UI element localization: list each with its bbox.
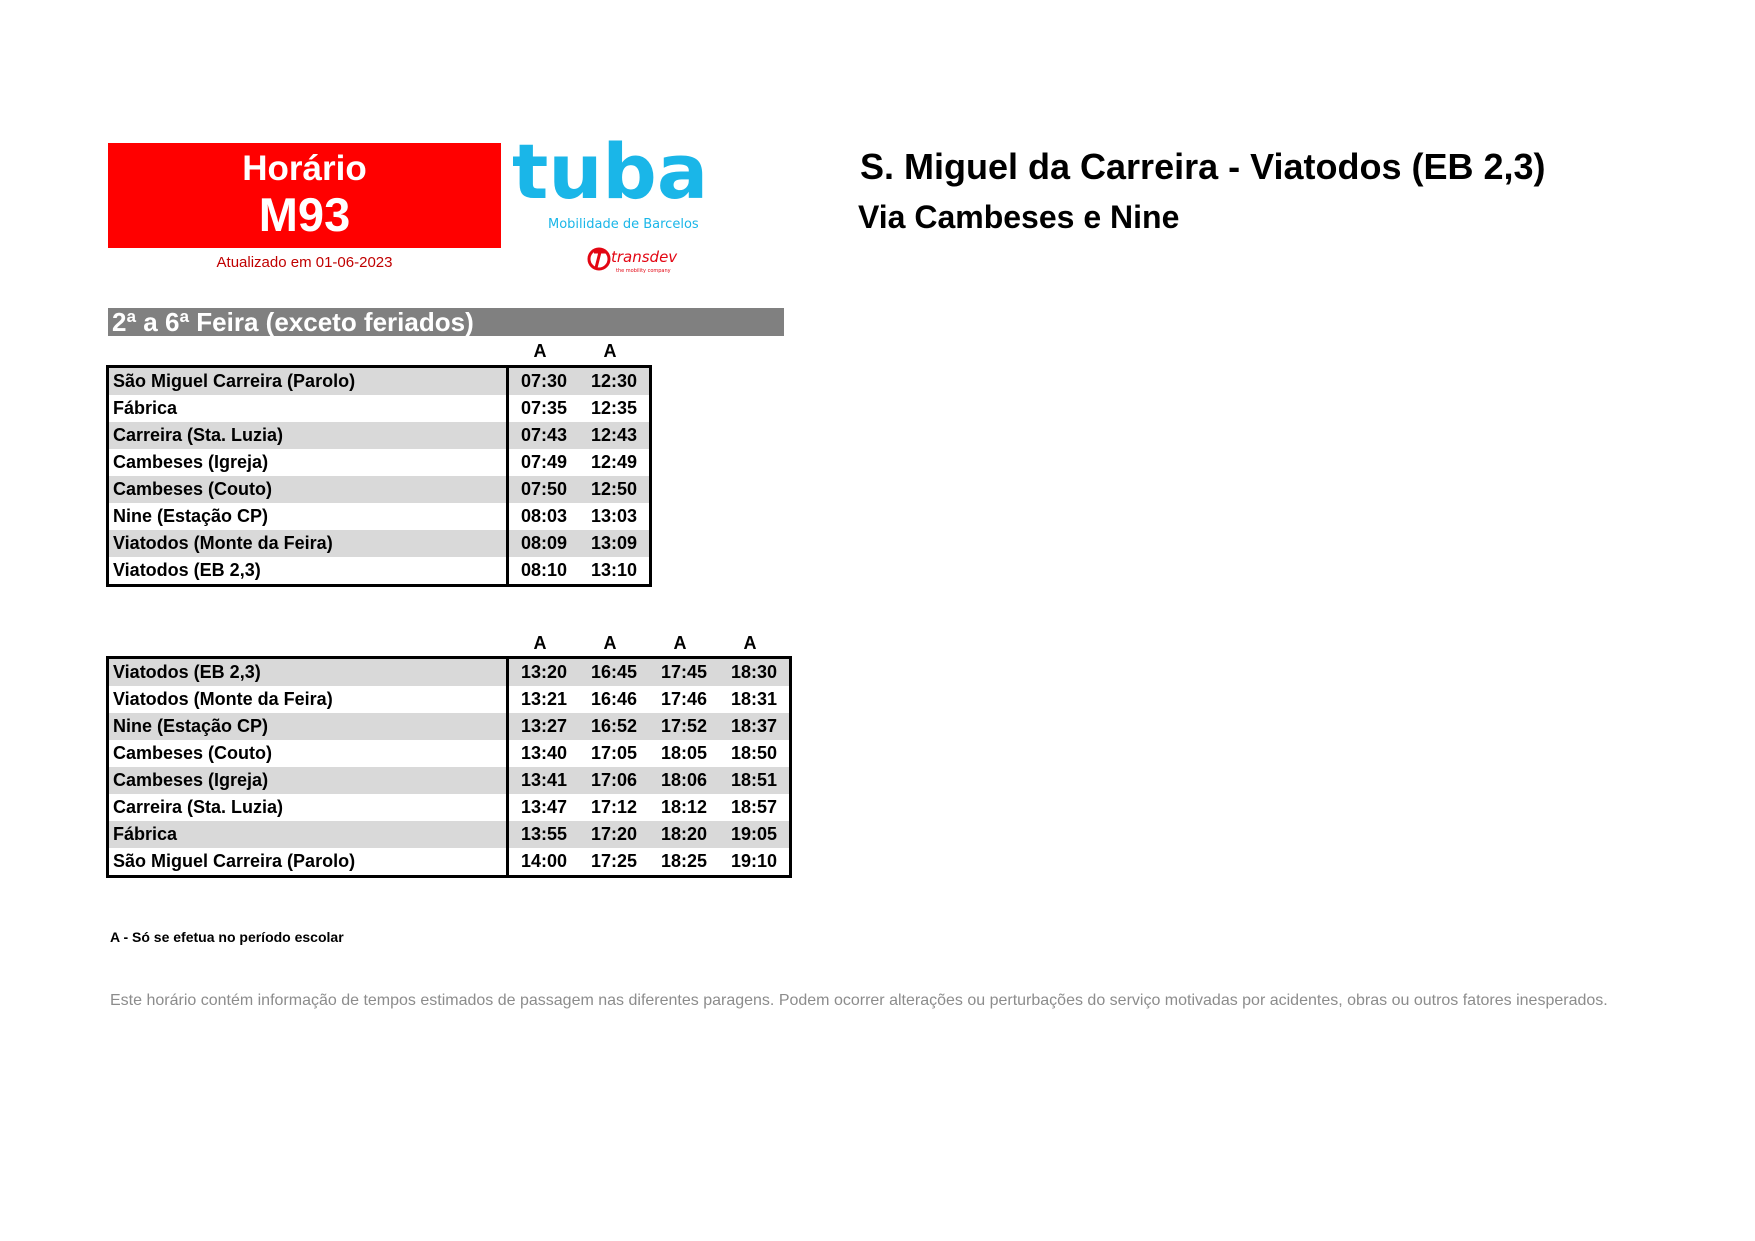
departure-time: 13:27 bbox=[508, 713, 580, 740]
departure-time: 17:06 bbox=[579, 767, 649, 794]
departure-time: 19:05 bbox=[719, 821, 791, 848]
section-banner: 2ª a 6ª Feira (exceto feriados) bbox=[108, 308, 784, 336]
departure-time: 16:52 bbox=[579, 713, 649, 740]
disclaimer: Este horário contém informação de tempos estimados de passagem nas diferentes paragens. Podem ocorrer alterações ou perturbações do serviço motivadas por acidentes, obras ou outros fatores inesperados. bbox=[110, 992, 1608, 1009]
route-number: M93 bbox=[258, 188, 351, 241]
departure-time: 18:25 bbox=[660, 851, 708, 871]
stop-name: Viatodos (Monte da Feira) bbox=[108, 530, 508, 557]
table-row bbox=[108, 557, 651, 586]
stop-name: Cambeses (Igreja) bbox=[108, 449, 508, 476]
timetable-return bbox=[106, 656, 792, 878]
updated-date: Atualizado em 01-06-2023 bbox=[216, 254, 393, 271]
table-row bbox=[108, 395, 651, 422]
departure-time: 08:09 bbox=[508, 530, 580, 557]
departure-time: 17:20 bbox=[579, 821, 649, 848]
table-row bbox=[108, 794, 791, 821]
departure-time: 12:35 bbox=[590, 398, 638, 418]
departure-time: 16:46 bbox=[590, 689, 638, 709]
departure-time: 12:30 bbox=[579, 367, 651, 396]
table-row bbox=[108, 686, 791, 713]
table1-headers bbox=[0, 341, 700, 365]
stop-name: Nine (Estação CP) bbox=[108, 713, 508, 740]
departure-time: 14:00 bbox=[520, 851, 568, 871]
departure-time: 18:30 bbox=[719, 658, 791, 687]
route-header-box bbox=[108, 143, 501, 248]
route-via: Via Cambeses e Nine bbox=[858, 199, 1180, 235]
departure-time: 13:10 bbox=[590, 560, 638, 580]
column-header: A bbox=[533, 633, 547, 653]
stop-name: São Miguel Carreira (Parolo) bbox=[108, 848, 508, 877]
departure-time: 07:50 bbox=[508, 476, 580, 503]
table-row bbox=[108, 503, 651, 530]
departure-time: 17:25 bbox=[590, 851, 638, 871]
departure-time: 18:57 bbox=[730, 797, 778, 817]
departure-time: 18:37 bbox=[719, 713, 791, 740]
table-row bbox=[108, 658, 791, 687]
stop-name: Viatodos (EB 2,3) bbox=[108, 557, 508, 586]
departure-time: 07:49 bbox=[520, 452, 568, 472]
table-row bbox=[108, 367, 651, 396]
timetable-outbound bbox=[106, 365, 652, 587]
departure-time: 13:09 bbox=[579, 530, 651, 557]
departure-time: 13:40 bbox=[520, 743, 568, 763]
table-row bbox=[108, 449, 651, 476]
departure-time: 12:43 bbox=[579, 422, 651, 449]
departure-time: 08:10 bbox=[520, 560, 568, 580]
departure-time: 13:03 bbox=[590, 506, 638, 526]
table-row bbox=[108, 848, 791, 877]
stop-name: Viatodos (Monte da Feira) bbox=[108, 686, 508, 713]
departure-time: 17:46 bbox=[660, 689, 708, 709]
departure-time: 18:51 bbox=[719, 767, 791, 794]
departure-time: 07:43 bbox=[508, 422, 580, 449]
table-row bbox=[108, 740, 791, 767]
departure-time: 13:47 bbox=[520, 797, 568, 817]
departure-time: 17:52 bbox=[649, 713, 719, 740]
departure-time: 18:20 bbox=[649, 821, 719, 848]
departure-time: 12:49 bbox=[590, 452, 638, 472]
column-header: A bbox=[533, 341, 547, 361]
table-row bbox=[108, 767, 791, 794]
departure-time: 13:55 bbox=[508, 821, 580, 848]
table-row bbox=[108, 821, 791, 848]
brand-subtitle: Mobilidade de Barcelos bbox=[548, 217, 699, 232]
departure-time: 17:12 bbox=[590, 797, 638, 817]
stop-name: Viatodos (EB 2,3) bbox=[108, 658, 508, 687]
column-header: A bbox=[743, 633, 757, 653]
departure-time: 16:45 bbox=[579, 658, 649, 687]
departure-time: 13:41 bbox=[508, 767, 580, 794]
route-title: S. Miguel da Carreira - Viatodos (EB 2,3) bbox=[860, 146, 1546, 187]
footnote: A - Só se efetua no período escolar bbox=[110, 929, 344, 945]
stop-name: Fábrica bbox=[108, 821, 508, 848]
table2-headers bbox=[0, 633, 800, 657]
departure-time: 08:03 bbox=[520, 506, 568, 526]
operator-subtitle: the mobility company bbox=[616, 268, 671, 274]
stop-name: Cambeses (Couto) bbox=[108, 476, 508, 503]
departure-time: 07:35 bbox=[520, 398, 568, 418]
operator-wordmark: transdev bbox=[611, 248, 678, 266]
brand-wordmark: tuba bbox=[512, 138, 709, 216]
departure-time: 07:30 bbox=[508, 367, 580, 396]
departure-time: 18:05 bbox=[660, 743, 708, 763]
stop-name: Cambeses (Couto) bbox=[108, 740, 508, 767]
stop-name: Nine (Estação CP) bbox=[108, 503, 508, 530]
table-row bbox=[108, 476, 651, 503]
stop-name: Fábrica bbox=[108, 395, 508, 422]
table-row bbox=[108, 713, 791, 740]
departure-time: 13:21 bbox=[520, 689, 568, 709]
schedule-label: Horário bbox=[242, 149, 367, 188]
column-header: A bbox=[673, 633, 687, 653]
departure-time: 13:20 bbox=[508, 658, 580, 687]
table-row bbox=[108, 422, 651, 449]
stop-name: Carreira (Sta. Luzia) bbox=[108, 794, 508, 821]
stop-name: Cambeses (Igreja) bbox=[108, 767, 508, 794]
column-header: A bbox=[603, 341, 617, 361]
departure-time: 18:12 bbox=[660, 797, 708, 817]
departure-time: 12:50 bbox=[579, 476, 651, 503]
departure-time: 18:50 bbox=[730, 743, 778, 763]
stop-name: São Miguel Carreira (Parolo) bbox=[108, 367, 508, 396]
table-row bbox=[108, 530, 651, 557]
departure-time: 18:06 bbox=[649, 767, 719, 794]
departure-time: 17:05 bbox=[590, 743, 638, 763]
column-header: A bbox=[603, 633, 617, 653]
departure-time: 19:10 bbox=[730, 851, 778, 871]
tuba-logo bbox=[510, 138, 760, 278]
departure-time: 18:31 bbox=[730, 689, 778, 709]
departure-time: 17:45 bbox=[649, 658, 719, 687]
stop-name: Carreira (Sta. Luzia) bbox=[108, 422, 508, 449]
